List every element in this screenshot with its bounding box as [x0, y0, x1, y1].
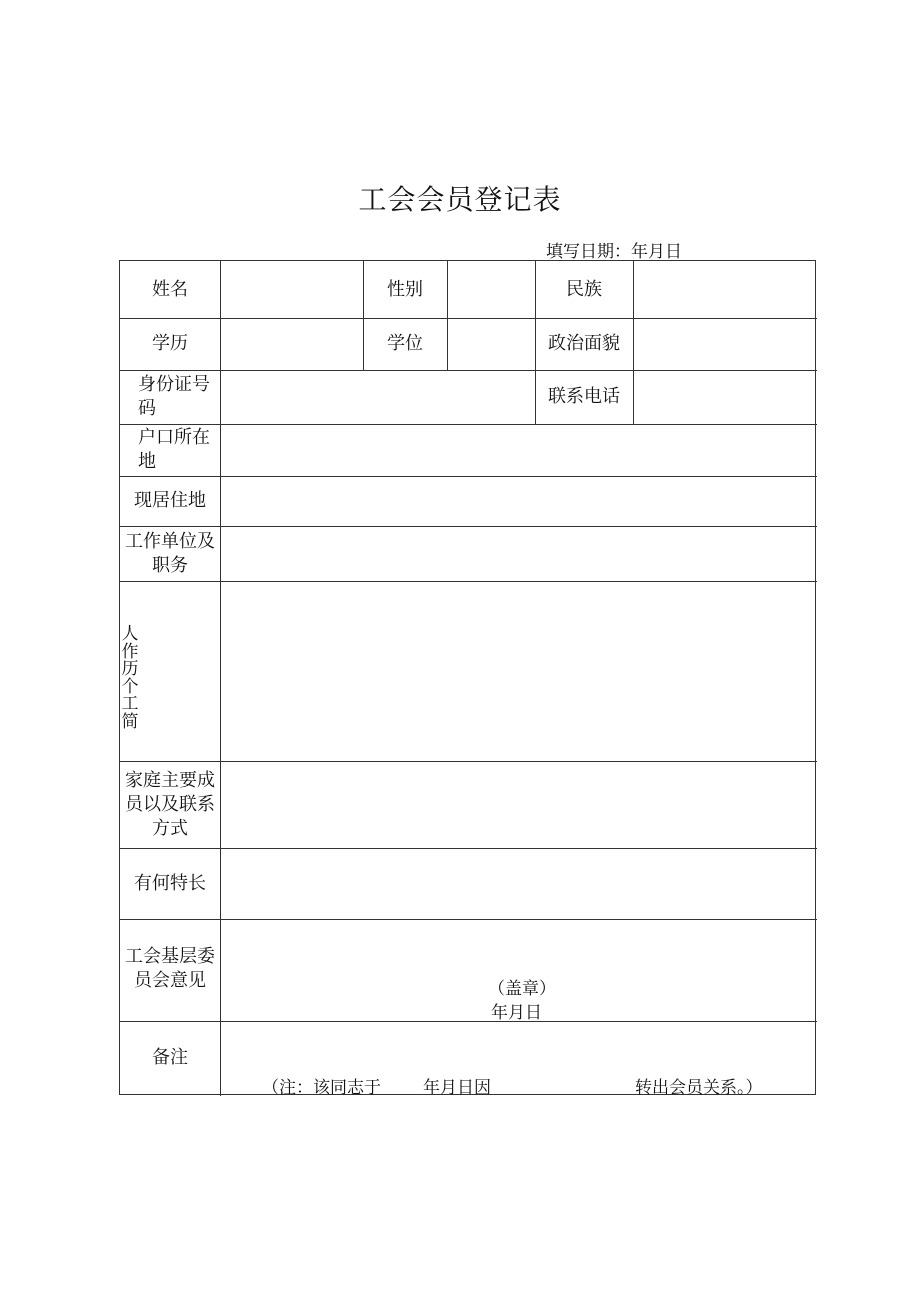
hukou-input[interactable]: [221, 424, 816, 476]
ethnicity-input[interactable]: [634, 261, 816, 318]
label-resume: [120, 626, 140, 731]
phone-input[interactable]: [634, 370, 816, 424]
label-ethnicity: 民族: [566, 278, 602, 300]
label-family-line2: 员以及联系: [125, 793, 215, 815]
specialty-input[interactable]: [221, 848, 816, 919]
label-residence: 现居住地: [134, 490, 206, 511]
gender-input[interactable]: [448, 261, 535, 318]
label-committee: [120, 919, 220, 1021]
label-resume-char: 作: [121, 641, 139, 662]
label-degree: 学位: [387, 333, 423, 354]
label-hukou: [120, 424, 220, 476]
label-hukou-line2: 地: [138, 451, 156, 472]
work-input[interactable]: [221, 526, 816, 581]
label-hukou-line1: 户口所在: [138, 427, 210, 448]
label-resume-char: 历: [121, 659, 139, 679]
label-gender: 性别: [387, 278, 423, 300]
political-status-input[interactable]: [634, 318, 816, 370]
transfer-note-part1: （注：该同志于: [262, 1078, 381, 1098]
label-id-number: [120, 370, 220, 424]
label-specialty: 有何特长: [134, 872, 206, 894]
label-family-line3: 方式: [152, 817, 188, 839]
degree-input[interactable]: [448, 318, 535, 370]
committee-seal: （盖章）: [488, 979, 556, 999]
label-family-line1: 家庭主要成: [125, 769, 215, 791]
label-resume-char: 简: [121, 711, 139, 732]
name-input[interactable]: [221, 261, 363, 318]
registration-form-table: [119, 260, 816, 1098]
label-remarks: 备注: [152, 1047, 188, 1068]
label-committee-line1: 工会基层委: [125, 946, 215, 967]
label-phone: 联系电话: [548, 386, 620, 407]
education-input[interactable]: [221, 318, 363, 370]
label-id-number-line1: 身份证号: [138, 374, 210, 395]
label-id-number-line2: 码: [138, 398, 156, 419]
label-work: [120, 526, 220, 581]
label-political-status: 政治面貌: [548, 333, 620, 354]
label-resume-char: 个: [121, 676, 139, 697]
label-work-line1: 工作单位及: [125, 530, 215, 552]
transfer-note-part2: 年月日因: [423, 1078, 491, 1098]
residence-input[interactable]: [221, 476, 816, 526]
label-committee-line2: 员会意见: [134, 970, 206, 991]
resume-input[interactable]: [221, 581, 816, 761]
committee-date: 年月日: [491, 1003, 542, 1023]
id-number-input[interactable]: [221, 370, 535, 424]
fill-date-label: 填写日期：年月日: [546, 242, 682, 262]
label-resume-char: 工: [121, 694, 139, 714]
transfer-note-part3: 转出会员关系。）: [635, 1078, 763, 1098]
label-name: 姓名: [152, 278, 188, 300]
family-input[interactable]: [221, 761, 816, 848]
label-resume-char: 人: [121, 624, 139, 644]
form-title: 工会会员登记表: [358, 183, 562, 216]
label-family: [120, 761, 220, 848]
label-work-line2: 职务: [152, 554, 188, 576]
label-education: 学历: [152, 333, 188, 354]
